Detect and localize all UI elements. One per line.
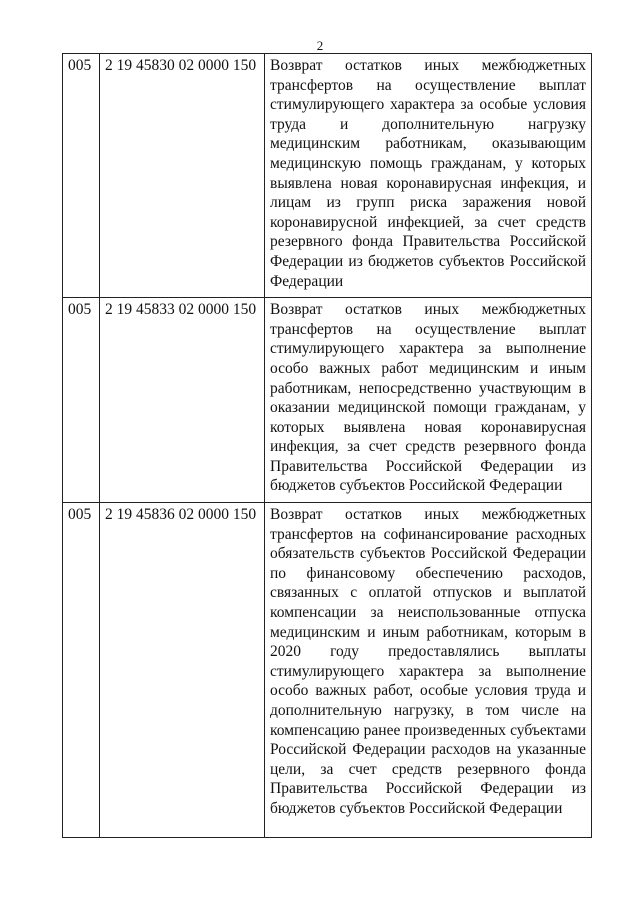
description-cell: Возврат остатков иных межбюджетных трансфертов на осуществление выплат стимулирующего характера за особые условия труда и дополнительную нагрузку медицинским работникам, оказывающим медицинскую помощь гражданам, у которых выявлена новая коронавирусная инфекция, и лицам из групп риска заражения новой коронавирусной инфекцией, за счет средств резервного фонда Правительства Российской Федерации из бюджетов субъектов Российской Федерации (265, 54, 592, 298)
budget-code-cell: 2 19 45836 02 0000 150 (100, 503, 265, 838)
table-row (63, 54, 592, 298)
budget-code-cell: 2 19 45833 02 0000 150 (100, 298, 265, 503)
admin-code-cell: 005 (63, 503, 100, 838)
table-row (63, 298, 592, 503)
admin-code-cell: 005 (63, 298, 100, 503)
budget-code-cell: 2 19 45830 02 0000 150 (100, 54, 265, 298)
table-row (63, 503, 592, 838)
page-number: 2 (316, 38, 324, 53)
admin-code-cell: 005 (63, 54, 100, 298)
description-cell: Возврат остатков иных межбюджетных трансфертов на осуществление выплат стимулирующего характера за выполнение особо важных работ медицинским и иным работникам, непосредственно участвующим в оказании медицинской помощи гражданам, у которых выявлена новая коронавирусная инфекция, за счет средств резервного фонда Правительства Российской Федерации из бюджетов субъектов Российской Федерации (265, 298, 592, 503)
budget-codes-table (62, 53, 592, 838)
description-cell: Возврат остатков иных межбюджетных трансфертов на софинансирование расходных обязательств субъектов Российской Федерации по финансовому обеспечению расходов, связанных с оплатой отпусков и выплатой компенсации за неиспользованные отпуска медицинским и иным работникам, которым в 2020 году предоставлялись выплаты стимулирующего характера за выполнение особо важных работ, особые условия труда и дополнительную нагрузку, в том числе на компенсацию ранее произведенных субъектами Российской Федерации расходов на указанные цели, за счет средств резервного фонда Правительства Российской Федерации из бюджетов субъектов Российской Федерации (265, 503, 592, 838)
